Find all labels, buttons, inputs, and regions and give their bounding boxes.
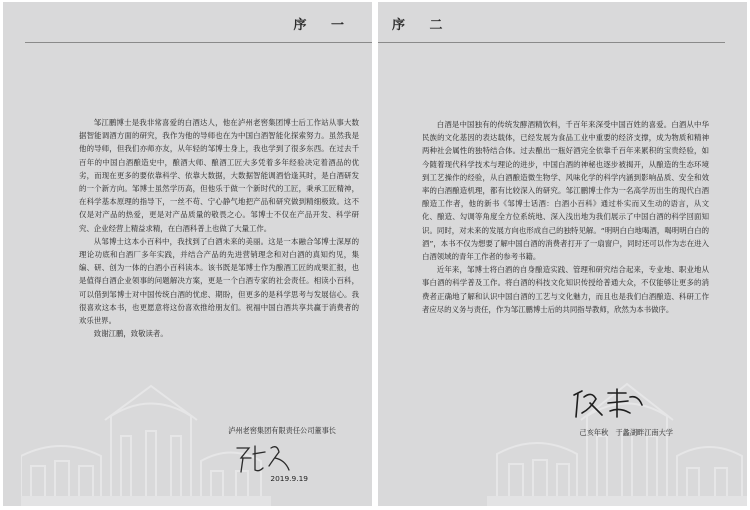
paragraph: 近年来，邹博士将白酒的自身酿造实践、管理和研究结合起来，专业地、职业地从事白酒的科学普及工作。将白酒的科技文化知识传授给普通大众，不仅能够让更多的消费者正确地了解和认识中国白酒的工艺与文化魅力，而且也是我们白酒酿造、科研工作者应尽的义务与责任，作为邹江鹏博士后的共同指导教师，欣然为本书做序。 — [422, 265, 709, 314]
right-watermark-illustration — [487, 336, 747, 506]
preface-body — [79, 116, 359, 340]
handwritten-signature — [233, 442, 293, 476]
page-header: 序 二 — [392, 18, 453, 33]
paragraph: 邹江鹏博士是我非常喜爱的白酒达人，他在泸州老窖集团博士后工作站从事大数据智能调酒方面的研究，我作为他的导师也在为中国白酒智能化探索努力。虽然我是他的导师，但我们亦师亦友，从年轻的邹博士身上，我也学到了很多东西。在过去千百年的中国白酒酿造史中，酿酒大师、酿酒工匠大多凭着多年经验决定着酒品的优劣，而现在更多的要依靠科学、依靠大数据，大数据智能调酒恰逢其时，是白酒研发的一个新方向。邹博士虽然学历高，但他乐于做一个新时代的工匠，秉承工匠精神，在科学基本原理的指导下，一丝不苟、宁心静气地把产品和研究做到精细极致。这不仅是对产品的热爱，更是对产品质量的敬畏之心。邹博士不仅在产品开发、科学研究、企业经营上精益求精，在白酒科普上也做了大量工作。 — [79, 118, 359, 233]
paragraph: 从邹博士这本小百科中，我找到了白酒未来的美丽。这是一本融合邹博士深厚的理论功底和白酒厂多年实践，并结合产品的先进营销理念和对白酒的真知灼见，集编、研、创为一体的白酒小百科读本。该书既是邹博士作为酿酒工匠的成果汇报，也是值得白酒企业领事的问题解决方案，更是一个白酒专家的社会责任。相读小百科，可以借到邹博士对中国传统白酒的忧虑、期盼，但更多的是科学思考与发展信心。我很喜欢这本书，也更愿意将这份喜欢推给朋友们。祝福中国白酒共享共赢于消费者的欢乐世界。 — [79, 236, 359, 326]
signature-date: 2019.9.19 — [270, 474, 308, 483]
handwritten-signature — [568, 387, 648, 421]
header-rule — [378, 42, 725, 43]
header-rule — [25, 42, 372, 43]
page-header: 序 一 — [293, 18, 354, 33]
paragraph: 白酒是中国独有的传统发酵酒精饮料，千百年来深受中国百姓的喜爱。白酒从中华民族的文化基因的表达载体，已经发展为食品工业中重要的经济支撑，成为物质和精神两种社会属性的独特结合体。过去酿出一瓶好酒完全依靠千百年来累积的宝贵经验，如今随着现代科学技术与理论的进步，中国白酒的神秘也逐步被揭开，从酿造的生态环境到工艺操作的经验，从白酒酿造微生物学、风味化学的科学内涵到影响品质、安全和效率的白酒酿造机理，都有比较深入的研究。邹江鹏博士作为一名高学历出生的现代白酒酿造工作者，他的新书《邹博士话酒：白酒小百科》通过朴实而又生动的语言，从文化、酿造、勾调等角度全方位系统地、深入浅出地为我们展示了中国白酒的科学回面知识。同时，对未来的发展方向也形成自己的独特见解。“明明白白地喝酒，喝明明白白的酒”，本书不仅为想要了解中国白酒的消费者打开了一扇窗户，同时还可以作为志在进入白酒领域的青年工作者的参考书籍。 — [422, 120, 709, 262]
paragraph: 致谢江鹏，致敬读者。 — [93, 329, 168, 339]
signature-organization: 泸州老窖集团有限责任公司董事长 — [228, 426, 336, 435]
preface-body — [422, 118, 709, 316]
signature-organization: 己亥年秋 于蠡湖畔江南大学 — [579, 428, 673, 437]
right-page — [378, 2, 747, 506]
left-watermark-illustration — [21, 336, 271, 506]
left-page — [3, 2, 372, 506]
